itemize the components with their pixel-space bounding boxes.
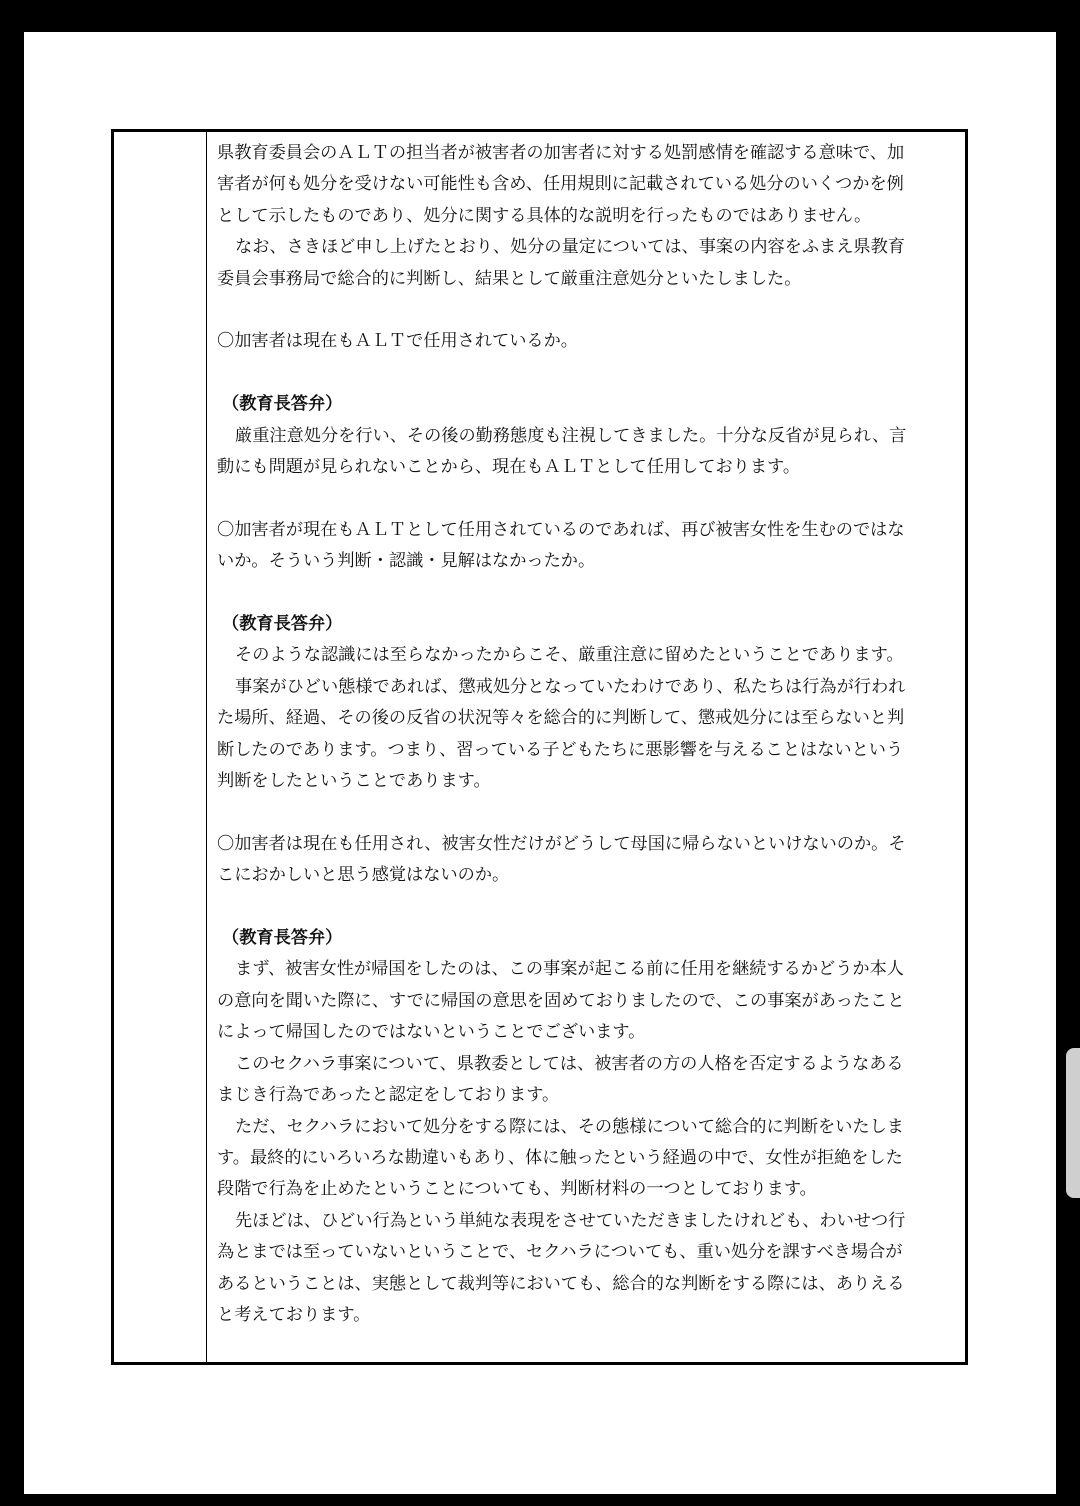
question-line: いか。そういう判断・認識・見解はなかったか。	[217, 551, 596, 572]
blank-line	[217, 295, 959, 326]
blank-line	[217, 578, 959, 609]
question-line: こにおかしいと思う感覚はないのか。	[217, 865, 510, 886]
text-line: 先ほどは、ひどい行為という単純な表現をさせていただきましたけれども、わいせつ行	[235, 1210, 906, 1231]
body-text	[217, 138, 959, 1331]
blank-line	[217, 892, 959, 923]
column-divider	[206, 132, 207, 1362]
answer-heading: （教育長答弁）	[222, 394, 343, 415]
text-line: によって帰国したのではないということでございます。	[217, 1022, 646, 1043]
text-line: 為とまでは至っていないということで、セクハラについても、重い処分を課すべき場合が	[217, 1242, 903, 1263]
text-line: 厳重注意処分を行い、その後の勤務態度も注視してきました。十分な反省が見られ、言	[235, 425, 907, 446]
table-frame	[111, 129, 968, 1365]
text-line: として示したものであり、処分に関する具体的な説明を行ったものではありません。	[217, 205, 872, 226]
text-line: す。最終的にいろいろな勘違いもあり、体に触ったという経過の中で、女性が拒絶をした	[217, 1147, 903, 1168]
text-line: た場所、経過、その後の反省の状況等々を総合的に判断して、懲戒処分には至らないと判	[217, 708, 905, 729]
text-line: なお、さきほど申し上げたとおり、処分の量定については、事案の内容をふまえ県教育	[235, 237, 905, 258]
scrollbar-thumb[interactable]	[1066, 1048, 1080, 1198]
blank-line	[217, 358, 959, 389]
text-line: ただ、セクハラにおいて処分をする際には、その態様について総合的に判断をいたしま	[235, 1116, 904, 1137]
text-line: 段階で行為を止めたということについても、判断材料の一つとしております。	[217, 1179, 817, 1200]
text-line: 委員会事務局で総合的に判断し、結果として厳重注意処分といたしました。	[217, 268, 802, 289]
text-line: 判断をしたということであります。	[217, 771, 491, 792]
text-line: 害者が何も処分を受けない可能性も含め、任用規則に記載されている処分のいくつかを例	[217, 174, 904, 195]
text-line: と考えております。	[217, 1304, 371, 1325]
answer-heading: （教育長答弁）	[222, 928, 343, 949]
text-line: 断したのであります。つまり、習っている子どもたちに悪影響を与えることはないという	[217, 739, 904, 760]
question-line: 〇加害者は現在もＡＬＴで任用されているか。	[217, 331, 578, 352]
question-line: 〇加害者が現在もＡＬＴとして任用されているのであれば、再び被害女性を生むのではな	[217, 519, 905, 540]
text-line: 事案がひどい態様であれば、懲戒処分となっていたわけであり、私たちは行為が行われ	[235, 676, 906, 697]
document-page	[24, 32, 1056, 1494]
text-line: 県教育委員会のＡＬＴの担当者が被害者の加害者に対する処罰感情を確認する意味で、加	[217, 143, 905, 163]
blank-line	[217, 797, 959, 828]
text-line: まじき行為であったと認定をしております。	[217, 1085, 560, 1106]
text-line: の意向を聞いた際に、すでに帰国の意思を固めておりましたので、この事案があったこと	[217, 990, 905, 1011]
answer-heading: （教育長答弁）	[222, 614, 343, 635]
text-line: あるということは、実態として裁判等においても、総合的な判断をする際には、ありえる	[217, 1273, 905, 1294]
text-line: そのような認識には至らなかったからこそ、厳重注意に留めたということであります。	[235, 645, 904, 666]
text-line: このセクハラ事案について、県教委としては、被害者の方の人格を否定するようなある	[235, 1053, 904, 1074]
question-line: 〇加害者は現在も任用され、被害女性だけがどうして母国に帰らないといけないのか。そ	[217, 833, 906, 854]
blank-line	[217, 483, 959, 514]
text-line: 動にも問題が見られないことから、現在もＡＬＴとして任用しております。	[217, 457, 801, 478]
text-line: まず、被害女性が帰国をしたのは、この事案が起こる前に任用を継続するかどうか本人	[235, 959, 904, 980]
